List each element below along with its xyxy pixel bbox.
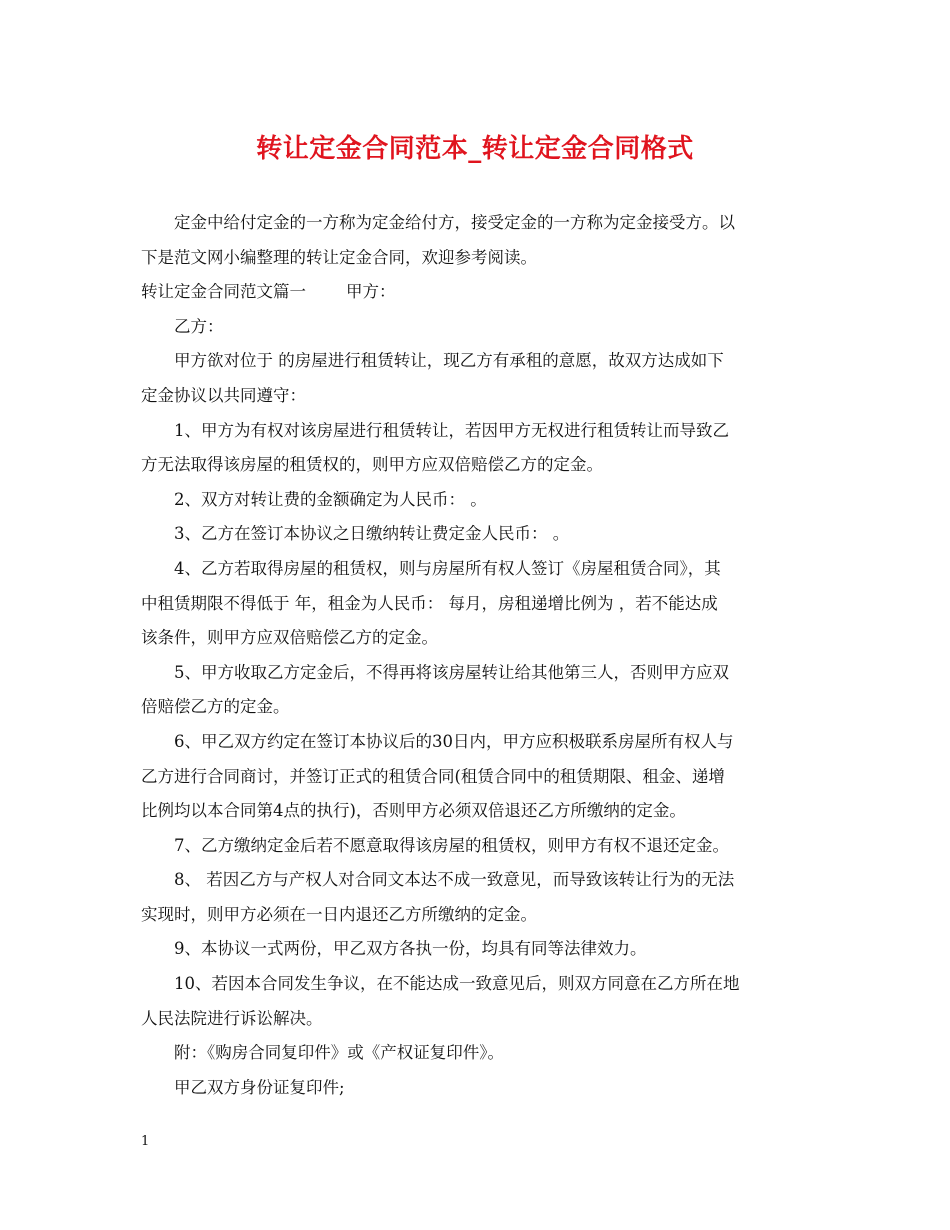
attachment-line: 甲乙双方身份证复印件; <box>174 1077 345 1097</box>
clause-line: 中租赁期限不得低于 年，租金为人民币： 每月，房租递增比例为 ，若不能达成 <box>141 593 718 613</box>
clause-line: 乙方进行合同商讨，并签订正式的租赁合同(租赁合同中的租赁期限、租金、递增 <box>141 766 725 786</box>
clause-line: 4、乙方若取得房屋的租赁权，则与房屋所有权人签订《房屋租赁合同》，其 <box>174 558 721 578</box>
paragraph-line: 甲方欲对位于 的房屋进行租赁转让，现乙方有承租的意愿，故双方达成如下 <box>174 351 724 371</box>
document-body <box>141 206 813 1105</box>
clause-line: 3、乙方在签订本协议之日缴纳转让费定金人民币： 。 <box>174 524 570 544</box>
clause-line: 倍赔偿乙方的定金。 <box>141 697 290 717</box>
page-number: 1 <box>141 1134 150 1149</box>
document-title: 转让定金合同范本_转让定金合同格式 <box>256 134 694 164</box>
clause-line: 该条件，则甲方应双倍赔偿乙方的定金。 <box>141 628 438 648</box>
party-b-label: 乙方： <box>174 316 224 336</box>
paragraph-line: 定金中给付定金的一方称为定金给付方，接受定金的一方称为定金接受方。以 <box>174 213 735 232</box>
section-heading: 转让定金合同范文篇一 <box>141 282 306 302</box>
clause-line: 人民法院进行诉讼解决。 <box>141 1008 323 1028</box>
clause-line: 6、甲乙双方约定在签订本协议后的30日内，甲方应积极联系房屋所有权人与 <box>174 731 734 751</box>
clause-line: 比例均以本合同第4点的执行)，否则甲方必须双倍退还乙方所缴纳的定金。 <box>141 801 686 821</box>
clause-line: 10、若因本合同发生争议，在不能达成一致意见后，则双方同意在乙方所在地 <box>174 974 740 994</box>
clause-line: 8、 若因乙方与产权人对合同文本达不成一致意见，而导致该转让行为的无法 <box>174 870 735 890</box>
clause-line: 5、甲方收取乙方定金后，不得再将该房屋转让给其他第三人，否则甲方应双 <box>174 662 729 682</box>
paragraph-line <box>141 275 813 310</box>
clause-line: 1、甲方为有权对该房屋进行租赁转让，若因甲方无权进行租赁转让而导致乙 <box>174 420 729 440</box>
paragraph-line: 下是范文网小编整理的转让定金合同，欢迎参考阅读。 <box>141 247 537 267</box>
clause-line: 方无法取得该房屋的租赁权的，则甲方应双倍赔偿乙方的定金。 <box>141 455 603 475</box>
clause-line: 实现时，则甲方必须在一日内退还乙方所缴纳的定金。 <box>141 904 537 924</box>
clause-line: 7、乙方缴纳定金后若不愿意取得该房屋的租赁权，则甲方有权不退还定金。 <box>174 835 729 855</box>
party-a-label: 甲方： <box>346 282 396 302</box>
clause-line: 2、双方对转让费的金额确定为人民币： 。 <box>174 489 487 509</box>
attachment-line: 附：《购房合同复印件》或《产权证复印件》。 <box>174 1043 504 1063</box>
paragraph-line: 定金协议以共同遵守： <box>141 385 306 405</box>
clause-line: 9、本协议一式两份，甲乙双方各执一份，均具有同等法律效力。 <box>174 939 647 959</box>
